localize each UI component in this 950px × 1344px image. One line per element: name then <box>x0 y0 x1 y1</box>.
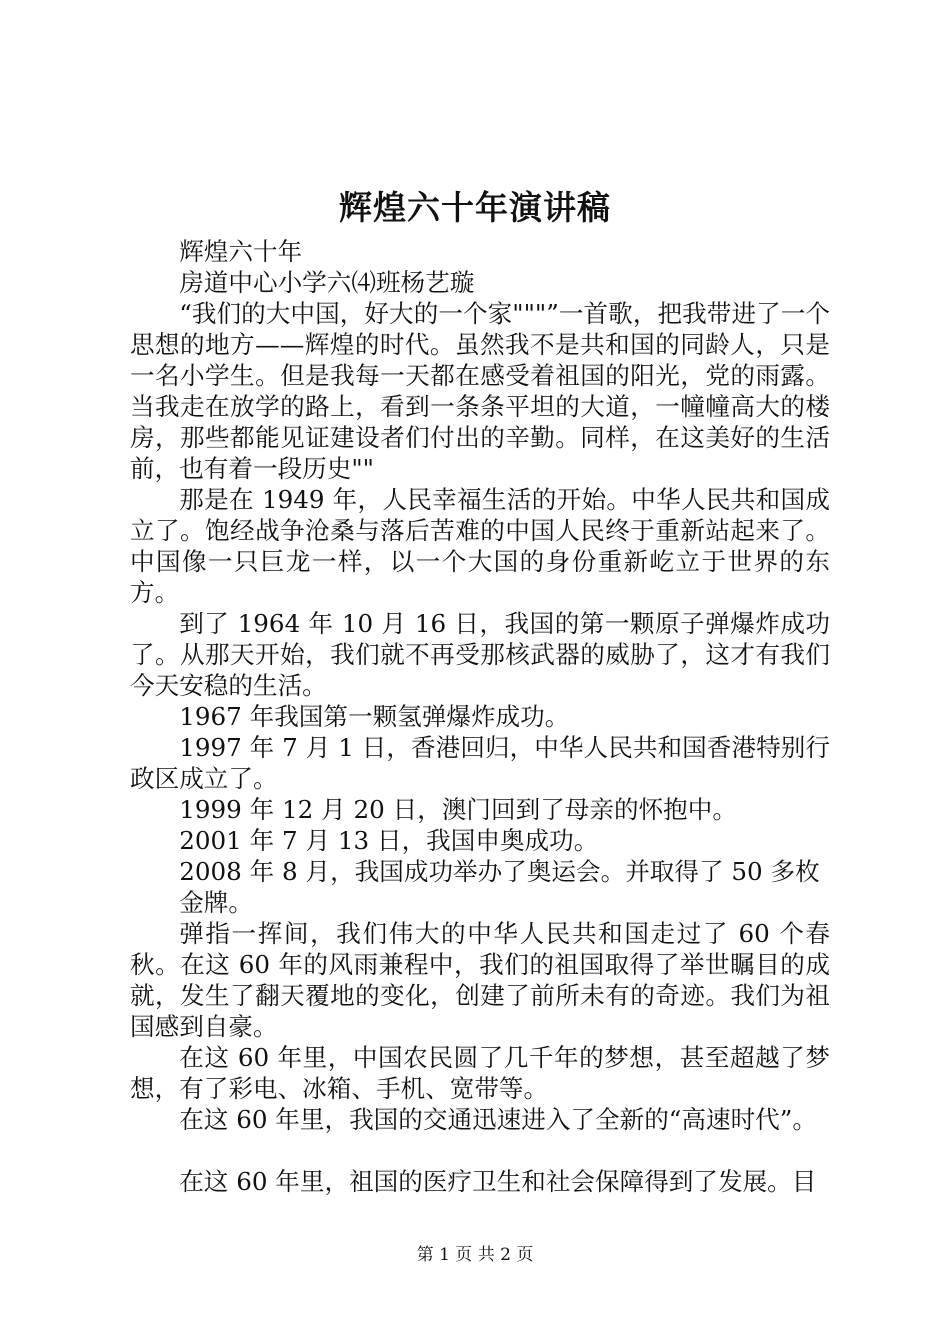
paragraph: 在这 60 年里，祖国的医疗卫生和社会保障得到了发展。目 <box>179 1167 817 1196</box>
page-footer: 第 1 页 共 2 页 <box>416 1245 534 1265</box>
paragraph-heading: 辉煌六十年 <box>179 237 303 266</box>
paragraph: 到了 1964 年 10 月 16 日，我国的第一颗原子弹爆炸成功了。从那天开始，我们就不再受那核武器的威胁了，这才有我们今天安稳的生活。 <box>130 609 830 700</box>
paragraph: 2008 年 8 月，我国成功举办了奥运会。并取得了 50 多枚 <box>179 857 820 886</box>
paragraph: 弹指一挥间，我们伟大的中华人民共和国走过了 60 个春秋。在这 60 年的风雨兼程中，我们的祖国取得了举世瞩目的成就，发生了翻天覆地的变化，创建了前所未有的奇迹。我们为祖国感到自豪。 <box>130 919 830 1041</box>
paragraph: 在这 60 年里，我国的交通迅速进入了全新的“高速时代”。 <box>179 1105 817 1134</box>
paragraph: 金牌。 <box>179 888 253 917</box>
paragraph: 1967 年我国第一颗氢弹爆炸成功。 <box>179 702 570 731</box>
paragraph: 在这 60 年里，中国农民圆了几千年的梦想，甚至超越了梦想，有了彩电、冰箱、手机、宽带等。 <box>130 1043 830 1103</box>
page-title: 辉煌六十年演讲稿 <box>339 188 611 227</box>
paragraph-gap <box>130 1135 830 1166</box>
paragraph: 2001 年 7 月 13 日，我国申奥成功。 <box>179 826 599 855</box>
paragraph: 1997 年 7 月 1 日，香港回归，中华人民共和国香港特别行政区成立了。 <box>130 733 830 793</box>
paragraph: 1999 年 12 月 20 日，澳门回到了母亲的怀抱中。 <box>179 795 737 824</box>
paragraph: 那是在 1949 年，人民幸福生活的开始。中华人民共和国成立了。饱经战争沧桑与落后苦难的中国人民终于重新站起来了。中国像一只巨龙一样，以一个大国的身份重新屹立于世界的东方。 <box>130 485 830 607</box>
paragraph: “我们的大中国，好大的一个家"""”一首歌，把我带进了一个思想的地方——辉煌的时代。虽然我不是共和国的同龄人，只是一名小学生。但是我每一天都在感受着祖国的阳光，党的雨露。当我走在放学的路上，看到一条条平坦的大道，一幢幢高大的楼房，那些都能见证建设者们付出的辛勤。同样，在这美好的生活前，也有着一段历史"" <box>130 299 830 483</box>
paragraph-author: 房道中心小学六⑷班杨艺璇 <box>179 268 475 297</box>
document-body <box>130 236 830 1197</box>
